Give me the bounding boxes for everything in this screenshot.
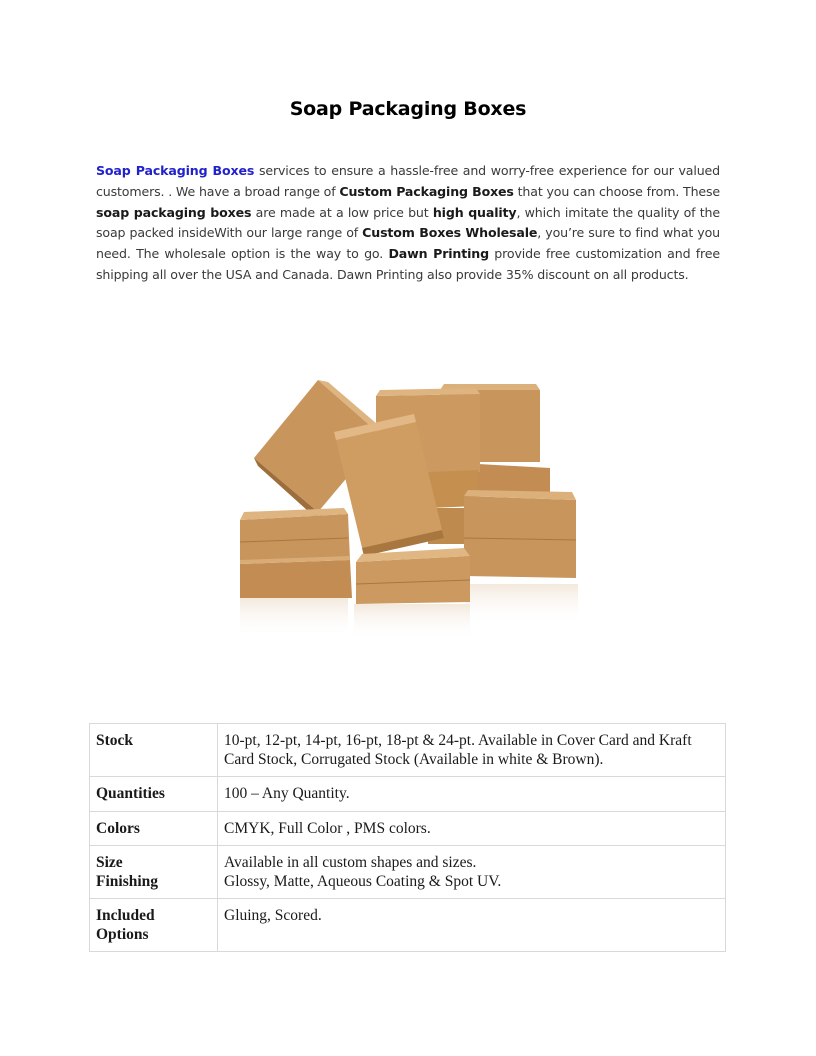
spec-key-line: Options: [96, 925, 149, 943]
table-row: [90, 846, 726, 899]
intro-text-4: , which imitate the quality of the soap packed insideWith our large range of: [96, 204, 720, 241]
intro-text-2: that you can choose from. These: [513, 183, 721, 199]
spec-key: [90, 899, 218, 952]
table-row: [90, 811, 726, 846]
spec-value: [218, 846, 726, 899]
soap-packaging-boxes-link[interactable]: Soap Packaging Boxes: [96, 163, 255, 178]
custom-boxes-wholesale-bold: Custom Boxes Wholesale: [362, 225, 538, 241]
intro-text-1: services to ensure a hassle-free and worry-free experience for our valued customers. . We have a broad range of: [96, 163, 720, 199]
soap-packaging-boxes-bold: soap packaging boxes: [96, 204, 252, 220]
spec-value: 100 – Any Quantity.: [218, 777, 726, 812]
intro-text-3: are made at a low price but: [251, 204, 433, 220]
spec-key: Colors: [90, 811, 218, 846]
spec-value: Gluing, Scored.: [218, 899, 726, 952]
high-quality-bold: high quality: [432, 204, 517, 220]
spec-key-line: Finishing: [96, 872, 159, 890]
spec-value-line: Available in all custom shapes and sizes.: [224, 854, 477, 871]
dawn-printing-bold: Dawn Printing: [388, 246, 489, 262]
table-row: [90, 724, 726, 777]
intro-text-5: , you’re sure to find what you need. The wholesale option is the way to go.: [96, 225, 720, 262]
spec-key-line: Size: [96, 854, 123, 871]
spec-key: Stock: [90, 724, 218, 777]
table-row: [90, 777, 726, 812]
spec-value-line: Glossy, Matte, Aqueous Coating & Spot UV.: [224, 872, 502, 890]
cardboard-boxes-image: [232, 372, 584, 644]
table-row: [90, 899, 726, 952]
intro-text-6: provide free customization and free shipping all over the USA and Canada. Dawn Printing also provide 35% discount on all products.: [96, 246, 720, 282]
spec-key: Quantities: [90, 777, 218, 812]
page-title: Soap Packaging Boxes: [289, 98, 527, 120]
spec-key: [90, 846, 218, 899]
spec-value: CMYK, Full Color , PMS colors.: [218, 811, 726, 846]
intro-paragraph: [96, 161, 720, 286]
spec-key-line: Included: [96, 907, 155, 924]
custom-packaging-boxes-bold: Custom Packaging Boxes: [339, 183, 514, 199]
spec-table: [89, 723, 726, 952]
spec-value: 10-pt, 12-pt, 14-pt, 16-pt, 18-pt & 24-pt. Available in Cover Card and Kraft Card Stock, Corrugated Stock (Available in white & Brown).: [218, 724, 726, 777]
